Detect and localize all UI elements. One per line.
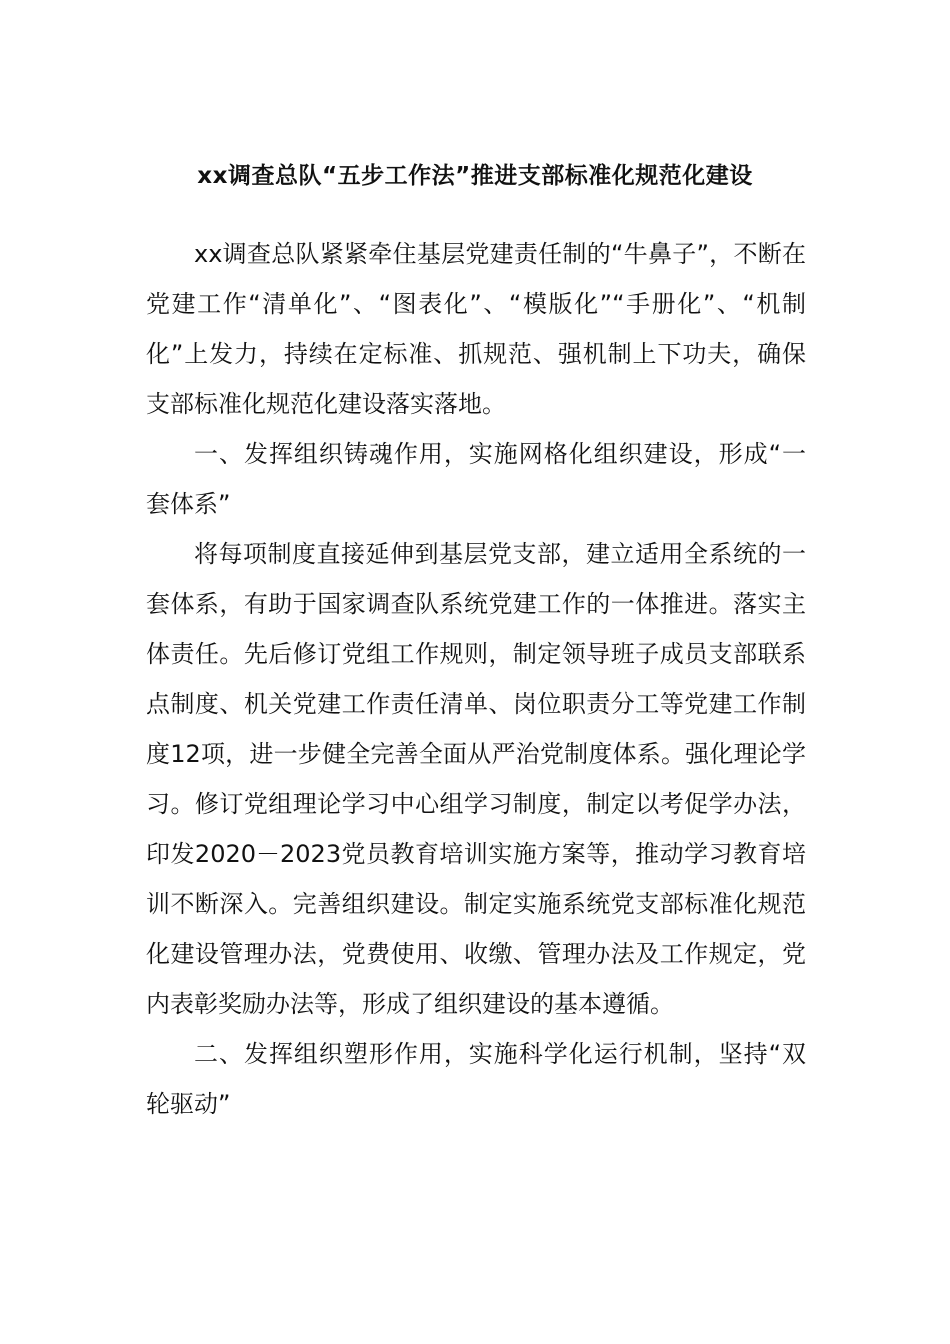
section-one-paragraph: 将每项制度直接延伸到基层党支部，建立适用全系统的一套体系，有助于国家调查队系统党建工作的一体推进。落实主体责任。先后修订党组工作规则，制定领导班子成员支部联系点制度、机关党建工作责任清单、岗位职责分工等党建工作制度12项，进一步健全完善全面从严治党制度体系。强化理论学习。修订党组理论学习中心组学习制度，制定以考促学办法，印发2020－2023党员教育培训实施方案等，推动学习教育培训不断深入。完善组织建设。制定实施系统党支部标准化规范化建设管理办法，党费使用、收缴、管理办法及工作规定，党内表彰奖励办法等，形成了组织建设的基本遵循。: [146, 540, 806, 1018]
section-heading-two: 二、发挥组织塑形作用，实施科学化运行机制，坚持“双轮驱动”: [146, 1040, 806, 1118]
document-body: [146, 229, 806, 1129]
intro-paragraph: xx调查总队紧紧牵住基层党建责任制的“牛鼻子”，不断在党建工作“清单化”、“图表化”、“模版化”“手册化”、“机制化”上发力，持续在定标准、抓规范、强机制上下功夫，确保支部标准化规范化建设落实落地。: [146, 240, 806, 418]
section-heading-one: 一、发挥组织铸魂作用，实施网格化组织建设，形成“一套体系”: [146, 440, 806, 518]
document-title: xx调查总队“五步工作法”推进支部标准化规范化建设: [197, 163, 753, 189]
